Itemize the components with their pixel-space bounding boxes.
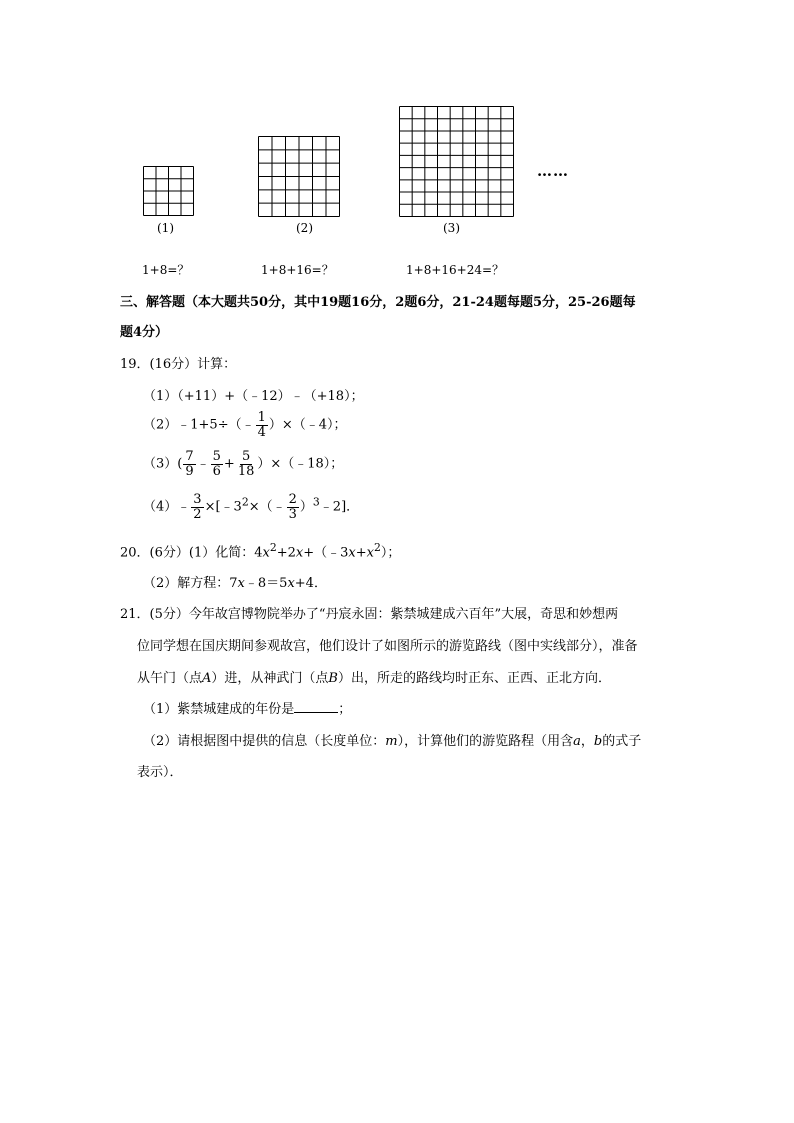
q19-part4-text-e: ﹣2]． <box>319 499 360 515</box>
q19-part4-text-d: ） <box>299 499 313 515</box>
exponent: 3 <box>312 495 320 509</box>
q21-part2-text-c: ， <box>580 734 594 749</box>
q20-part2-text-a: （2）解方程：7 <box>143 576 238 591</box>
q20-part2 <box>143 572 327 591</box>
q21-part2-line2: 表示）． <box>137 765 183 780</box>
variable-b: b <box>593 734 603 749</box>
sum-expression-1: 1+8=？ <box>142 263 190 277</box>
variable-x: x <box>262 545 270 561</box>
q20-text-d: + <box>355 545 367 561</box>
square-figure-2 <box>258 136 340 217</box>
fraction-denominator: 4 <box>257 424 266 440</box>
q21-line3 <box>137 667 611 686</box>
fraction <box>191 493 203 521</box>
point-b-label: B <box>328 671 338 686</box>
q20-text-e: ）； <box>380 545 401 561</box>
variable-x: x <box>348 545 356 561</box>
q19-part3-text-b: ）×（﹣18）； <box>257 456 344 472</box>
q21-part2-text-a: （2）请根据图中提供的信息（长度单位： <box>143 734 386 749</box>
variable-x: x <box>237 576 245 591</box>
point-a-label: A <box>202 671 212 686</box>
fraction-numerator: 5 <box>241 449 251 464</box>
q20-text-b: +2 <box>276 545 296 561</box>
variable-x: x <box>366 545 375 561</box>
section-heading: 三、解答题（本大题共50分，其中19题16分，2题6分，21-24题每题5分，25-26题每 <box>120 295 636 310</box>
variable-x: x <box>287 576 295 591</box>
fraction-numerator: 3 <box>193 492 202 507</box>
q21-line2: 位同学想在国庆期间参观故宫，他们设计了如图所示的游览路线（图中实线部分），准备 <box>137 639 638 654</box>
q19-part2-text-b: ）×（﹣4）； <box>268 417 347 433</box>
q19-part2-text-a: （2）﹣1+5÷（﹣ <box>143 417 255 433</box>
sum-expression-3: 1+8+16+24=？ <box>406 263 505 277</box>
q21-line3-text-c: ）出，所走的路线均时正东、正西、正北方向． <box>337 671 611 686</box>
q19-part3 <box>143 450 343 478</box>
fraction-numerator: 2 <box>288 492 297 507</box>
fraction <box>211 450 223 478</box>
fraction <box>287 493 299 521</box>
q21-line3-text-b: ）进，从神武门（点 <box>211 671 329 686</box>
variable-x: x <box>295 545 304 561</box>
fraction-denominator: 3 <box>288 506 297 522</box>
figure-caption-2: (2) <box>296 221 313 235</box>
q19-part4 <box>143 493 359 521</box>
section-heading-line2: 题4分） <box>120 325 169 340</box>
q19-part1: （1）（+11）+（﹣12）﹣（+18）； <box>143 389 364 404</box>
q20-part2-text-b: ﹣8＝5 <box>244 576 288 591</box>
q19-part4-text-b: ×[﹣3 <box>204 499 242 515</box>
variable-a: a <box>573 734 581 749</box>
operator: ﹣ <box>196 456 210 472</box>
sum-expression-2: 1+8+16=？ <box>261 263 334 277</box>
q21-part1-end: ； <box>338 702 352 717</box>
q20-title <box>120 541 400 560</box>
answer-blank[interactable] <box>294 700 338 713</box>
q21-line3-text-a: 从午门（点 <box>137 671 203 686</box>
fraction-denominator: 18 <box>237 463 255 479</box>
q20-text-c: +（﹣3 <box>303 545 349 561</box>
square-figure-3 <box>399 106 514 217</box>
square-figure-1 <box>143 166 194 216</box>
fraction <box>256 411 268 439</box>
exponent: 2 <box>269 541 277 554</box>
q21-part2-text-b: ），计算他们的游览路程（用含 <box>397 734 574 749</box>
figure-caption-3: (3) <box>443 221 460 235</box>
q21-part2-text-d: 的式子 <box>602 734 642 749</box>
q19-part4-text-c: ×（﹣ <box>248 499 286 515</box>
fraction-denominator: 6 <box>212 463 221 479</box>
fraction-numerator: 7 <box>185 449 194 464</box>
fraction <box>183 450 195 478</box>
q21-part1-text: （1）紫禁城建成的年份是 <box>143 702 295 717</box>
operator: + <box>223 456 235 472</box>
q21-part2 <box>143 730 641 749</box>
q19-part4-text-a: （4）﹣ <box>143 499 191 515</box>
q19-title: 19．(16分）计算： <box>120 357 237 372</box>
fraction <box>236 450 257 478</box>
q20-part2-text-c: +4． <box>294 576 327 591</box>
unit-m: m <box>385 734 398 749</box>
fraction-denominator: 9 <box>185 463 194 479</box>
fraction-denominator: 2 <box>193 506 202 522</box>
fraction-numerator: 5 <box>212 449 221 464</box>
exponent: 2 <box>374 541 381 554</box>
q21-line1: 21．(5分）今年故宫博物院举办了“丹宸永固：紫禁城建成六百年”大展，奇思和妙想两 <box>120 607 619 622</box>
q21-part1 <box>143 698 351 717</box>
exponent: 2 <box>241 495 249 509</box>
ellipsis: …… <box>537 162 569 180</box>
fraction-numerator: 1 <box>257 410 266 425</box>
q19-part3-text-a: （3）( <box>143 456 183 472</box>
figure-caption-1: (1) <box>157 221 174 235</box>
q19-part2 <box>143 411 347 439</box>
q20-text-a: 20．(6分）(1）化简：4 <box>120 545 263 561</box>
